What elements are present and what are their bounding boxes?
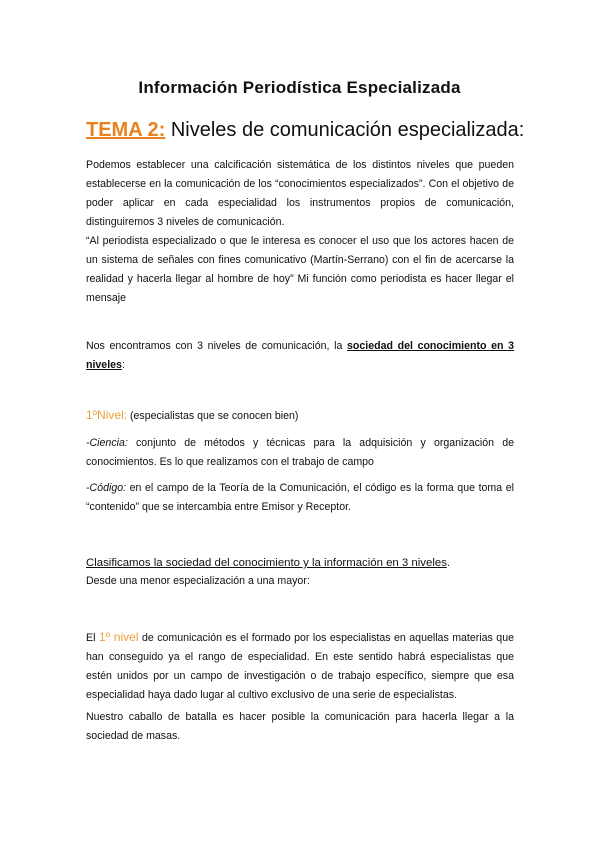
primer-nivel-highlight: 1º nivel	[98, 630, 139, 644]
clasificamos-heading-text: Clasificamos la sociedad del conocimiento y la información en 3 niveles	[86, 557, 447, 569]
paragraph-primer-nivel	[86, 628, 514, 705]
ciencia-text: conjunto de métodos y técnicas para la adquisición y organización de conocimientos. Es lo que realizamos con el trabajo de campo	[86, 437, 514, 468]
primer-nivel-lead: El	[86, 632, 99, 644]
clasificamos-heading-dot: .	[446, 557, 451, 569]
codigo-label: -Código:	[86, 482, 127, 494]
niveles-lead: Nos encontramos con 3 niveles de comunicación, la	[86, 340, 348, 352]
nivel-1-text: (especialistas que se conocen bien)	[127, 410, 299, 422]
paragraph-quote: “Al periodista especializado o que le interesa es conocer el uso que los actores hacen de un sistema de señales con fines comunicativo (Martín-Serrano) con el fin de acercarse la realidad y hacerla llegar al hombre de hoy” Mi función como periodista es hacer llegar el mensaje	[86, 235, 514, 304]
codigo-text: en el campo de la Teoría de la Comunicación, el código es la forma que toma el “contenido” que se intercambia entre Emisor y Receptor.	[86, 482, 514, 513]
nivel-1-label: 1ºNivel:	[86, 408, 128, 422]
nivel-1-line	[86, 406, 514, 426]
ciencia-label: -Ciencia:	[86, 437, 128, 449]
tema-text: Niveles de comunicación especializada:	[165, 119, 525, 141]
codigo-definition	[86, 479, 514, 517]
tema-heading	[86, 119, 524, 142]
clasificamos-subtitle: Desde una menor especialización a una mayor:	[86, 575, 310, 587]
document-title: Información Periodística Especializada	[138, 78, 461, 97]
paragraph-niveles	[86, 337, 514, 375]
ciencia-definition	[86, 434, 514, 472]
clasificamos-heading	[86, 554, 514, 573]
niveles-end: :	[121, 359, 125, 371]
niveles-link: sociedad del conocimiento en 3 niveles	[86, 340, 515, 371]
paragraph-1: Podemos establecer una calcificación sistemática de los distintos niveles que pueden establecerse en la comunicación de los “conocimientos especializados”. Con el objetivo de poder aplicar en cada especialidad los instrumentos propios de comunicación, distinguiremos 3 niveles de comunicación.	[86, 159, 514, 228]
tema-label: TEMA 2:	[86, 119, 166, 141]
primer-nivel-text: de comunicación es el formado por los especialistas en aquellas materias que han conseguido ya el rango de especialidad. En este sentido habrá especialistas que estén unidos por un campo de investigación o de trabajo específico, siempre que esa especialidad haya dado lugar al cultivo exclusivo de una serie de especialistas.	[86, 632, 514, 701]
paragraph-caballo: Nuestro caballo de batalla es hacer posible la comunicación para hacerla llegar a la sociedad de masas.	[86, 711, 514, 742]
